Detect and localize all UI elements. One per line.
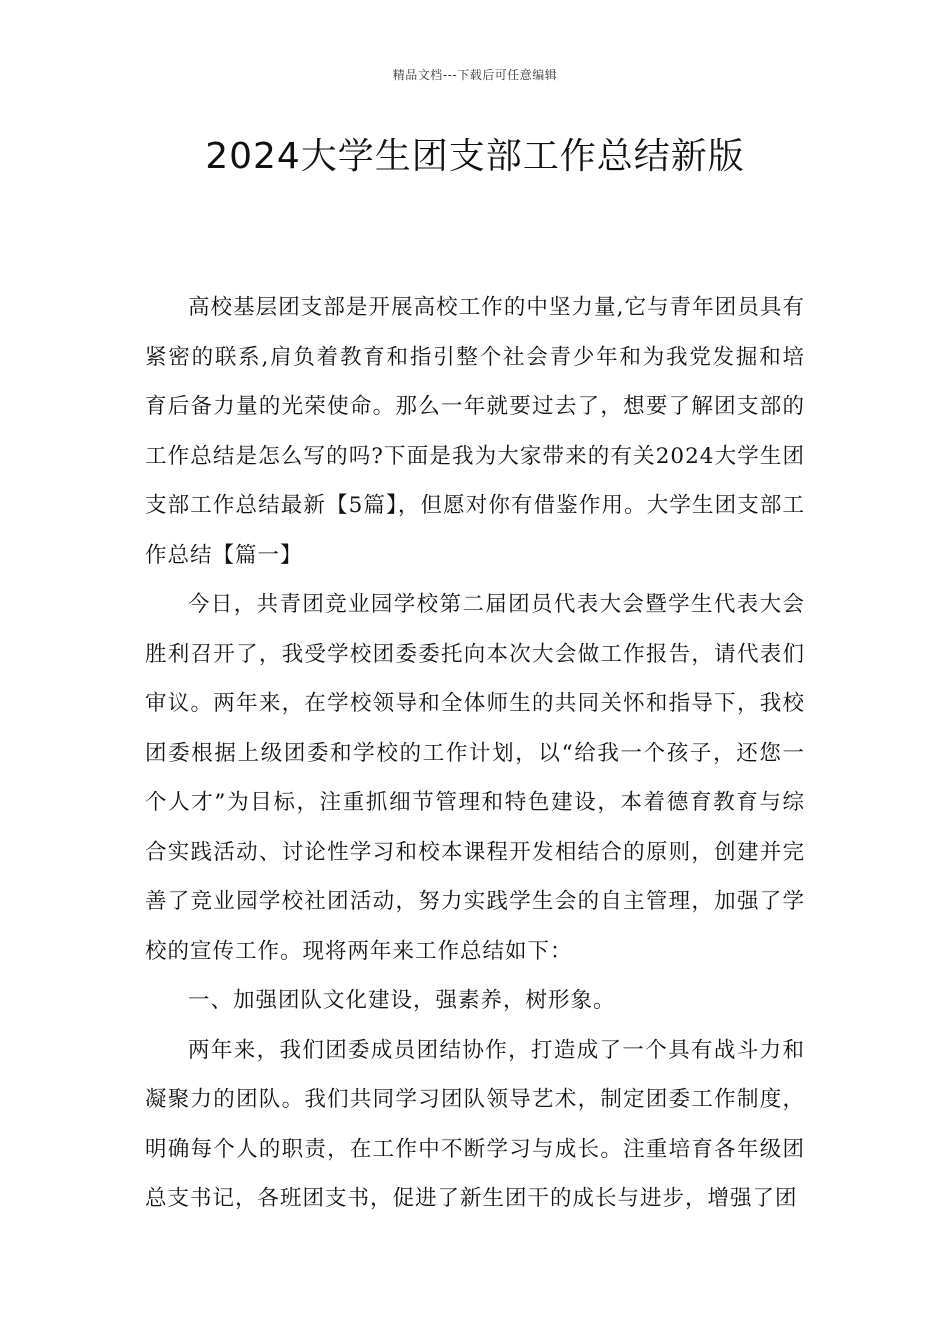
section-heading-1: 一、加强团队文化建设，强素养，树形象。 <box>188 988 616 1013</box>
paragraph-intro: 高校基层团支部是开展高校工作的中坚力量,它与青年团员具有紧密的联系,肩负着教育和指引整个社会青少年和为我党发掘和培育后备力量的光荣使命。那么一年就要过去了，想要了解团支部的工作总结是怎么写的吗?下面是我为大家带来的有关2024大学生团支部工作总结最新【5篇】，但愿对你有借鉴作用。大学生团支部工作总结【篇一】 <box>145 295 805 568</box>
document-title: 2024大学生团支部工作总结新版 <box>205 136 745 177</box>
document-body <box>145 283 805 1224</box>
paragraph-team: 两年来，我们团委成员团结协作，打造成了一个具有战斗力和凝聚力的团队。我们共同学习团队领导艺术，制定团委工作制度，明确每个人的职责，在工作中不断学习与成长。注重培育各年级团总支书记，各班团支书，促进了新生团干的成长与进步，增强了团 <box>145 1037 805 1211</box>
paragraph-report: 今日，共青团竞业园学校第二届团员代表大会暨学生代表大会胜利召开了，我受学校团委委托向本次大会做工作报告，请代表们审议。两年来，在学校领导和全体师生的共同关怀和指导下，我校团委根据上级团委和学校的工作计划，以“给我一个孩子，还您一个人才”为目标，注重抓细节管理和特色建设，本着德育教育与综合实践活动、讨论性学习和校本课程开发相结合的原则，创建并完善了竞业园学校社团活动，努力实践学生会的自主管理，加强了学校的宣传工作。现将两年来工作总结如下： <box>145 592 805 964</box>
header-note: 精品文档---下载后可任意编辑 <box>392 68 558 82</box>
